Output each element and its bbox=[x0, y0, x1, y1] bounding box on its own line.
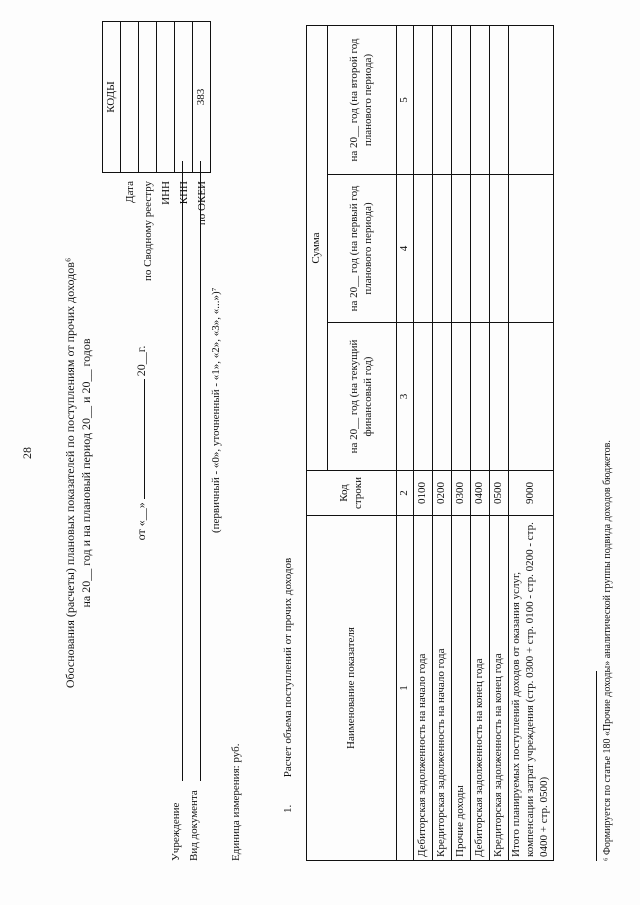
row-code: 0500 bbox=[489, 470, 508, 515]
header-col4: на 20__ год (на первый год планового периода) bbox=[328, 174, 397, 322]
row-code: 0100 bbox=[413, 470, 432, 515]
table-row bbox=[432, 25, 451, 860]
form-title-line2: на 20__ год и на плановый период 20__ и 20__ годов bbox=[79, 338, 94, 608]
code-value-date bbox=[121, 21, 139, 172]
unit-label: Единица измерения: руб. bbox=[230, 743, 242, 861]
date-year: 20__г. bbox=[134, 345, 148, 376]
header-sum: Сумма bbox=[307, 25, 328, 470]
row-name: Дебиторская задолженность на начало года bbox=[413, 515, 432, 860]
institution-label: Учреждение bbox=[170, 802, 182, 861]
institution-line bbox=[182, 161, 183, 781]
row-cell bbox=[508, 25, 553, 174]
section-heading bbox=[282, 557, 296, 812]
form-title bbox=[62, 153, 94, 793]
date-line bbox=[132, 273, 149, 613]
income-table-wrap bbox=[306, 26, 554, 861]
codes-block bbox=[102, 21, 211, 281]
row-cell bbox=[413, 174, 432, 322]
row-cell bbox=[432, 322, 451, 470]
row-name: Кредиторская задолженность на конец года bbox=[489, 515, 508, 860]
row-cell bbox=[489, 25, 508, 174]
row-cell bbox=[413, 322, 432, 470]
row-cell bbox=[432, 174, 451, 322]
form-title-line1: Обоснования (расчеты) плановых показателей по поступлениям от прочих доходов⁶ bbox=[63, 257, 77, 688]
row-cell bbox=[413, 25, 432, 174]
rotated-content bbox=[10, 13, 630, 893]
row-cell bbox=[489, 174, 508, 322]
row-cell bbox=[508, 322, 553, 470]
date-prefix: от «__» bbox=[134, 501, 148, 540]
section-number: 1. bbox=[282, 804, 294, 813]
row-code: 0200 bbox=[432, 470, 451, 515]
table-row bbox=[470, 25, 489, 860]
doc-type-row bbox=[188, 161, 206, 861]
num-col2: 2 bbox=[397, 470, 414, 515]
institution-block bbox=[170, 161, 206, 861]
code-value-kpp bbox=[175, 21, 193, 172]
num-col4: 4 bbox=[397, 174, 414, 322]
table-row bbox=[508, 25, 553, 860]
doc-type-hint: (первичный - «0», уточненный - «1», «2», «3», «...»)⁷ bbox=[210, 286, 222, 533]
codes-header: КОДЫ bbox=[103, 21, 121, 172]
row-code: 9000 bbox=[508, 470, 553, 515]
num-col3: 3 bbox=[397, 322, 414, 470]
table-row bbox=[451, 25, 470, 860]
footnote: ⁶ Формируется по статье 180 «Прочие доходы» аналитической группы подвида доходов бюджетов. bbox=[602, 439, 613, 861]
code-value-registry bbox=[139, 21, 157, 172]
page-number: 28 bbox=[20, 446, 34, 459]
code-label-kpp: КПП bbox=[178, 180, 190, 204]
num-col1: 1 bbox=[397, 515, 414, 860]
section-title: Расчет объема поступлений от прочих доходов bbox=[282, 557, 294, 777]
row-code: 0300 bbox=[451, 470, 470, 515]
codes-table bbox=[102, 21, 211, 173]
row-name: Прочие доходы bbox=[451, 515, 470, 860]
row-name: Кредиторская задолженность на начало года bbox=[432, 515, 451, 860]
row-cell bbox=[451, 322, 470, 470]
header-col3: на 20__ год (на текущий финансовый год) bbox=[328, 322, 397, 470]
header-name: Наименование показателя bbox=[307, 515, 397, 860]
row-cell bbox=[470, 174, 489, 322]
institution-row bbox=[170, 161, 188, 861]
row-cell bbox=[508, 174, 553, 322]
code-value-okei: 383 bbox=[193, 21, 211, 172]
footnote-divider bbox=[596, 671, 597, 861]
header-code: Код строки bbox=[307, 470, 397, 515]
row-cell bbox=[470, 25, 489, 174]
header-col5: на 20__ год (на второй год планового периода) bbox=[328, 25, 397, 174]
num-col5: 5 bbox=[397, 25, 414, 174]
doc-type-label: Вид документа bbox=[188, 789, 200, 861]
income-table bbox=[306, 25, 554, 861]
code-label-inn: ИНН bbox=[160, 180, 172, 205]
row-cell bbox=[451, 25, 470, 174]
row-name: Итого планируемых поступлений доходов от оказания услуг, компенсации затрат учреждения (стр. 0300 + стр. 0100 - стр. 0200 - стр. 0400 + стр. 0500) bbox=[508, 515, 553, 860]
row-cell bbox=[432, 25, 451, 174]
table-row bbox=[413, 25, 432, 860]
table-row bbox=[489, 25, 508, 860]
code-label-date: Дата bbox=[124, 180, 136, 203]
code-label-okei: по ОКЕИ bbox=[196, 180, 208, 225]
row-name: Дебиторская задолженность на конец года bbox=[470, 515, 489, 860]
row-cell bbox=[451, 174, 470, 322]
doc-type-line bbox=[200, 161, 201, 781]
row-code: 0400 bbox=[470, 470, 489, 515]
row-cell bbox=[470, 322, 489, 470]
code-label-registry: по Сводному реестру bbox=[142, 180, 154, 281]
date-blank bbox=[132, 379, 145, 499]
row-cell bbox=[489, 322, 508, 470]
code-value-inn bbox=[157, 21, 175, 172]
